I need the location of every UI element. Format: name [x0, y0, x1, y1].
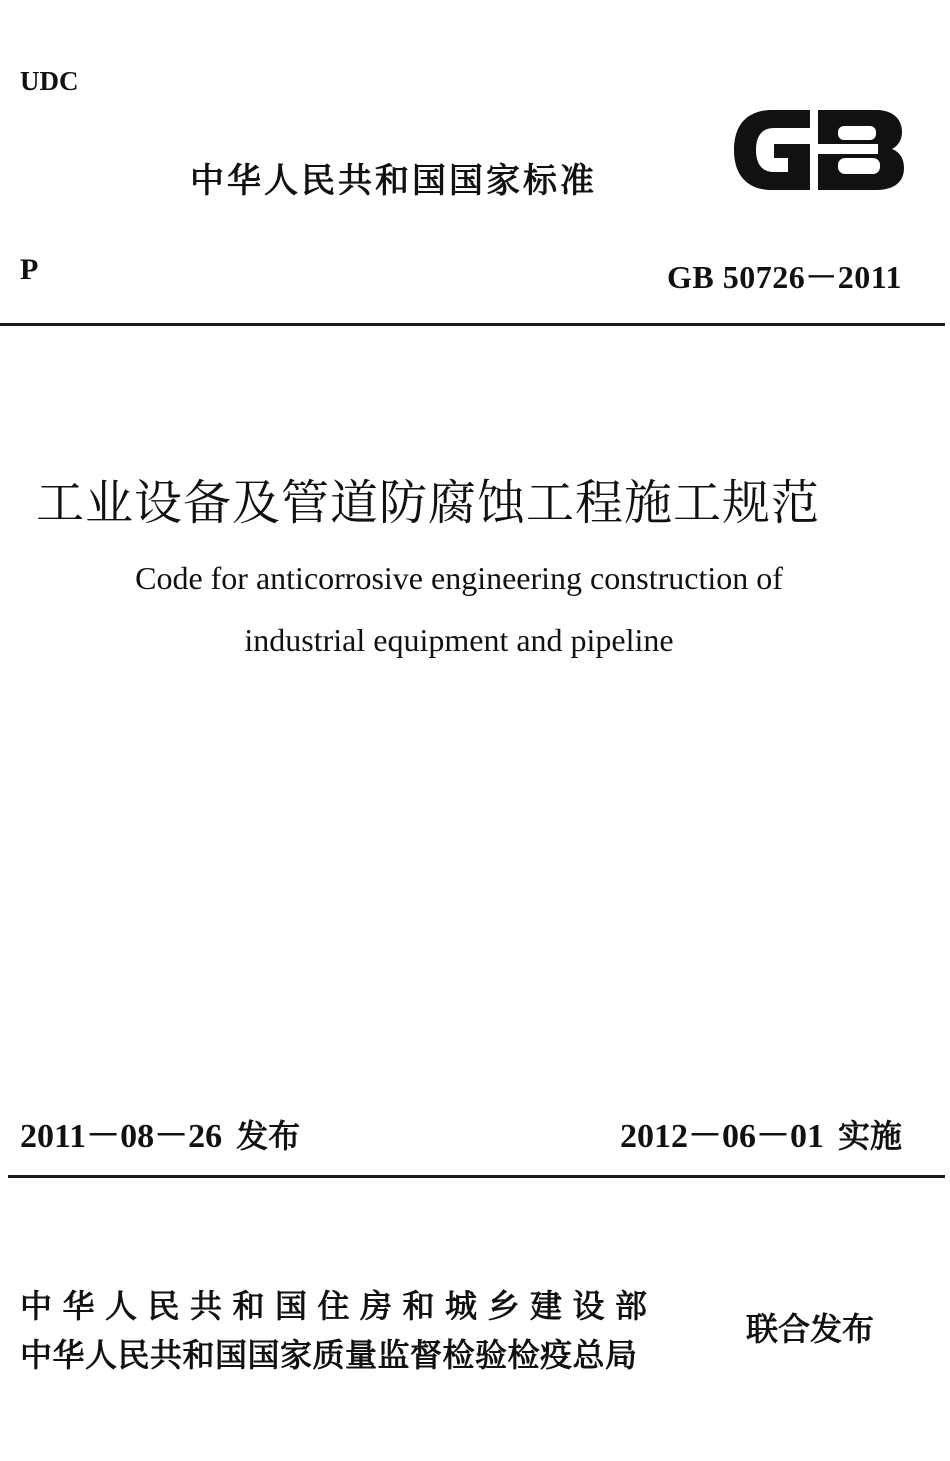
standard-type: 中华人民共和国国家标准	[190, 161, 597, 201]
title-english-line2: industrial equipment and pipeline	[244, 622, 674, 658]
top-divider	[0, 323, 945, 326]
title-chinese: 工业设备及管道防腐蚀工程施工规范	[36, 475, 821, 531]
udc-label: UDC	[20, 66, 79, 96]
joint-publication-label: 联合发布	[746, 1310, 875, 1348]
implementation-date: 2012－06－01	[619, 1118, 824, 1155]
bottom-divider	[8, 1175, 945, 1178]
issue-date: 2011－08－26	[20, 1118, 223, 1155]
implementation-date-block	[620, 1108, 902, 1157]
implementation-label: 实施	[837, 1117, 902, 1155]
category-code: P	[20, 253, 39, 286]
issue-label: 发布	[236, 1117, 301, 1155]
publisher-line1: 中华人民共和国住房和城乡建设部	[20, 1287, 658, 1325]
gb-logo	[726, 104, 906, 196]
title-english-line1: Code for anticorrosive engineering construction of	[135, 560, 783, 596]
issue-date-block	[20, 1108, 300, 1157]
publisher-line2: 中华人民共和国国家质量监督检验检疫总局	[20, 1336, 638, 1374]
standard-number: GB 50726－2011	[667, 259, 902, 295]
